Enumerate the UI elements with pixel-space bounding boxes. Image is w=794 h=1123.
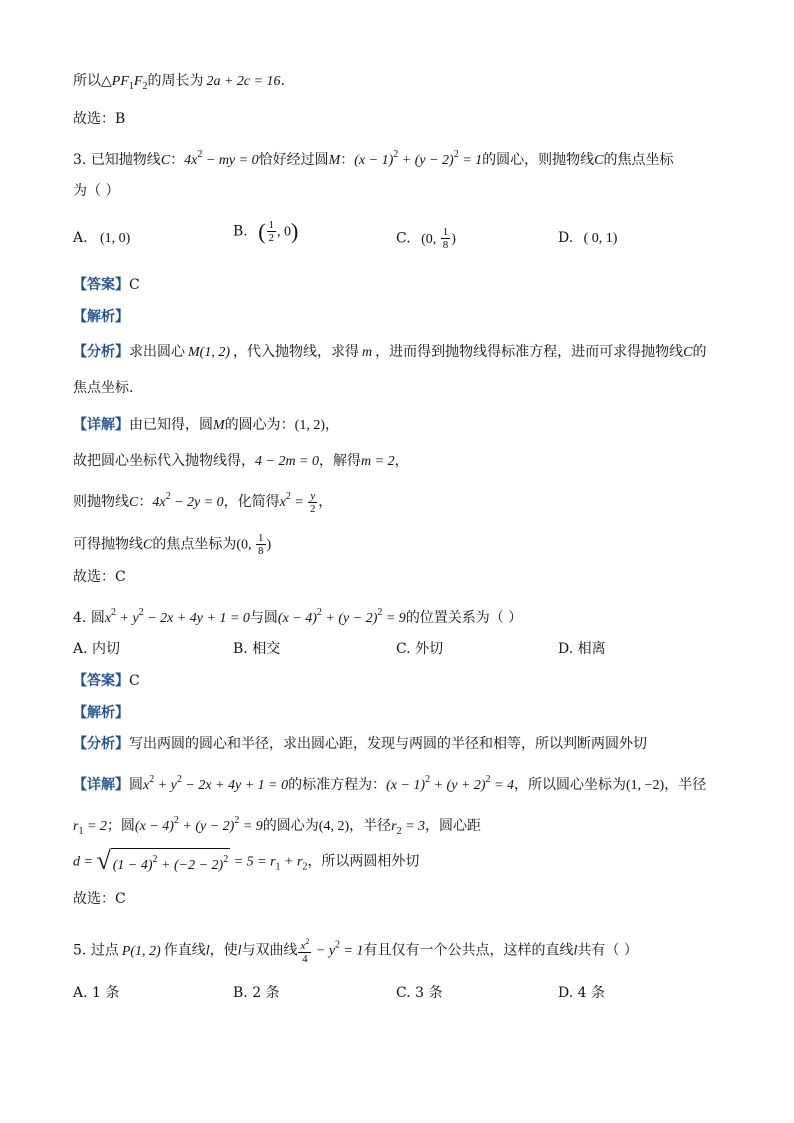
math: (0, xyxy=(421,231,440,247)
math: x xyxy=(279,495,286,510)
q4-option-b: B. 相交 xyxy=(233,641,281,657)
text: 写出两圆的圆心和半径，求出圆心距，发现与两圆的半径和相等，所以判断两圆外切 xyxy=(129,736,647,752)
math-sup: 2 xyxy=(316,607,322,618)
math: x xyxy=(143,778,150,793)
q4-option-a: A. 内切 xyxy=(73,641,121,657)
math: = 5 = r xyxy=(230,854,276,870)
answer-value: C xyxy=(129,673,140,689)
text: . xyxy=(280,73,286,89)
math-sub: 2 xyxy=(396,826,402,837)
math-sup: 2 xyxy=(305,937,310,946)
text: 的焦点坐标 xyxy=(603,152,674,168)
math: (x − 4) xyxy=(277,611,317,626)
text: 圆 xyxy=(90,610,105,626)
math: M xyxy=(328,153,341,168)
text: ，化简得 xyxy=(223,494,280,510)
text: ， xyxy=(394,453,409,469)
fraction xyxy=(267,219,277,244)
math-sup: 2 xyxy=(234,815,240,826)
math-sup: 2 xyxy=(173,815,179,826)
math: + r xyxy=(280,854,303,870)
math: (0, xyxy=(236,537,256,553)
math-sub: 2 xyxy=(302,861,308,873)
q3-option-b xyxy=(233,219,298,244)
math: M(1, 2) xyxy=(188,345,230,360)
text: ，半径 xyxy=(664,777,707,793)
math: (1, −2) xyxy=(626,778,665,793)
analysis-tag: 【分析】 xyxy=(73,344,129,360)
q-number: 3. xyxy=(73,152,87,168)
text: 与圆 xyxy=(249,610,278,626)
text: 的圆心为： xyxy=(224,417,295,433)
triangle-symbol: △ xyxy=(101,73,112,89)
text: ： xyxy=(340,152,355,168)
math: x xyxy=(104,611,112,626)
math: = 3 xyxy=(401,819,426,834)
math-sup: 2 xyxy=(453,149,459,160)
text: ，圆心距 xyxy=(425,818,482,834)
fraction xyxy=(298,936,311,965)
q3-option-a xyxy=(73,229,130,248)
q5-option-c: C. 3 条 xyxy=(396,985,443,1001)
q5-option-d: D. 4 条 xyxy=(558,985,605,1001)
math: 4x xyxy=(152,495,166,510)
q3-detail xyxy=(73,416,339,435)
math: + (−2 − 2) xyxy=(157,858,224,873)
denominator: 8 xyxy=(442,239,449,251)
math-sup: 2 xyxy=(377,607,383,618)
math: C xyxy=(143,537,153,553)
math: = xyxy=(290,495,308,510)
selection-b: 故选：B xyxy=(73,111,126,127)
math-sub: 1 xyxy=(78,826,84,837)
q4-option-c: C. 外切 xyxy=(396,641,444,657)
text: 圆 xyxy=(129,777,143,793)
math: l xyxy=(205,943,210,959)
math: (x − 4) xyxy=(134,819,174,834)
text: ： xyxy=(170,152,185,168)
text: ，代入抛物线，求得 xyxy=(233,344,359,360)
denominator: 8 xyxy=(258,545,264,557)
option-letter: D. xyxy=(558,230,574,246)
sqrt-body xyxy=(111,848,230,875)
math: (1, 0) xyxy=(100,231,131,246)
paren-close: ) xyxy=(291,218,299,244)
sqrt-icon: √ xyxy=(96,846,111,875)
line-perimeter xyxy=(73,72,285,96)
q5-stem xyxy=(73,936,638,965)
math: = 2 xyxy=(83,819,107,834)
math-sup: 2 xyxy=(197,149,203,160)
fraction xyxy=(308,490,317,515)
math: C xyxy=(160,153,171,168)
math: m xyxy=(362,345,373,360)
math-sup: 2 xyxy=(425,774,431,785)
option-letter: B. xyxy=(233,223,248,240)
math: l xyxy=(573,943,578,959)
denominator: 2 xyxy=(268,232,275,244)
math-sup: 2 xyxy=(335,939,341,951)
text: 故把圆心坐标代入抛物线得， xyxy=(73,453,255,469)
text: 的焦点坐标为 xyxy=(152,536,237,553)
math: d = xyxy=(73,854,97,870)
answer-tag: 【答案】 xyxy=(73,277,129,293)
text: 所以 xyxy=(73,73,101,89)
math: l xyxy=(237,943,242,959)
text: 过点 xyxy=(90,942,119,959)
text: 则抛物线 xyxy=(73,494,129,510)
math-sup: 2 xyxy=(285,491,291,502)
sqrt xyxy=(96,848,230,875)
q4-analysis xyxy=(73,735,647,753)
text: 可得抛物线 xyxy=(73,536,143,553)
fraction xyxy=(441,226,451,251)
q5-option-a: A. 1 条 xyxy=(73,985,120,1001)
math: = 9 xyxy=(382,611,406,626)
detail-tag: 【详解】 xyxy=(73,417,129,433)
math-sub: 2 xyxy=(142,81,148,92)
q3-stem-line2: 为（ ） xyxy=(73,183,120,199)
q5-option-b: B. 2 条 xyxy=(233,985,280,1001)
text: ， xyxy=(318,494,333,510)
math: PF xyxy=(111,74,129,89)
text: 已知抛物线 xyxy=(90,152,161,168)
text: ，半径 xyxy=(349,818,392,834)
q3-step2 xyxy=(73,488,332,515)
math: C xyxy=(129,495,139,510)
explain-tag: 【解析】 xyxy=(73,705,129,721)
math-sup: 2 xyxy=(149,774,155,785)
text: 由已知得，圆 xyxy=(129,417,213,433)
q3-explain-tag xyxy=(73,308,129,326)
math: + y xyxy=(116,611,139,626)
paren-open: ( xyxy=(258,218,266,244)
q3-stem xyxy=(73,146,674,170)
text: 求出圆心 xyxy=(129,344,185,360)
option-letter: C. xyxy=(396,230,411,247)
q3-step1 xyxy=(73,452,409,471)
math: + y xyxy=(154,778,177,793)
math: (x − 1) xyxy=(354,153,394,168)
math: + (y + 2) xyxy=(430,778,486,793)
q4-explain-tag xyxy=(73,704,129,722)
answer-value: C xyxy=(129,277,140,293)
denominator: 2 xyxy=(310,502,316,515)
q3-answer xyxy=(73,276,140,294)
math: (x − 1) xyxy=(386,778,426,793)
q4-selection: 故选：C xyxy=(73,891,126,907)
math: ) xyxy=(266,537,272,553)
math-sup: 2 xyxy=(152,854,158,865)
text: 有且仅有一个公共点，这样的直线 xyxy=(363,942,574,959)
math: − my = 0 xyxy=(202,153,259,168)
math: m = 2 xyxy=(361,454,395,469)
q4-option-d: D. 相离 xyxy=(558,641,606,657)
denominator: 4 xyxy=(302,953,308,965)
text: ，进而得到抛物线得标准方程，进而可求得抛物线 xyxy=(375,344,684,360)
numerator: 1 xyxy=(268,219,275,231)
text: 作直线 xyxy=(163,942,206,959)
q3-step3 xyxy=(73,532,271,557)
math: − y xyxy=(312,943,336,959)
math: − 2y = 0 xyxy=(170,495,224,510)
numerator: 1 xyxy=(442,226,449,238)
text: 与双曲线 xyxy=(241,942,298,959)
math-sup: 2 xyxy=(485,774,491,785)
q4-distance-line xyxy=(73,848,419,877)
math: , 0 xyxy=(277,224,292,240)
math: M xyxy=(213,418,225,433)
q4-stem xyxy=(73,604,522,628)
text: ；圆 xyxy=(106,818,135,834)
math: r xyxy=(391,819,397,834)
answer-tag: 【答案】 xyxy=(73,673,129,689)
text: ，使 xyxy=(209,942,238,959)
math: C xyxy=(594,153,604,168)
q3-analysis-line2: 焦点坐标. xyxy=(73,380,134,396)
math: F xyxy=(133,74,143,89)
math-sup: 2 xyxy=(138,607,144,618)
math-sup: 2 xyxy=(176,774,182,785)
math-sup: 2 xyxy=(223,854,229,865)
math-sup: 2 xyxy=(165,491,171,502)
fraction xyxy=(256,532,266,557)
math-sup: 2 xyxy=(111,607,117,618)
q3-option-d xyxy=(558,229,617,248)
q3-analysis xyxy=(73,343,706,362)
math: ( 0, 1) xyxy=(583,231,618,246)
q3-option-c xyxy=(396,226,456,251)
text: ： xyxy=(138,494,153,510)
numerator: y xyxy=(310,489,316,502)
math: + (y − 2) xyxy=(178,819,235,834)
option-letter: A. xyxy=(73,230,88,246)
math: = 9 xyxy=(239,819,263,834)
q4-detail xyxy=(73,771,706,795)
math: C xyxy=(683,345,693,360)
math: P(1, 2) xyxy=(121,943,161,959)
text: ， xyxy=(325,417,339,433)
math: 4x xyxy=(184,153,198,168)
math: + (y − 2) xyxy=(321,611,378,626)
math: 2a + 2c = 16 xyxy=(206,74,281,89)
numerator: x xyxy=(300,940,306,952)
text: 共有（ ） xyxy=(577,942,638,959)
numerator: 1 xyxy=(258,532,264,544)
q4-radius-line xyxy=(73,812,481,841)
text: 的圆心，则抛物线 xyxy=(482,152,595,168)
math: r xyxy=(73,819,79,834)
math: = 4 xyxy=(490,778,514,793)
math: ) xyxy=(451,231,456,247)
math: − 2x + 4y + 1 = 0 xyxy=(181,778,289,793)
q-number: 4. xyxy=(73,610,87,626)
detail-tag: 【详解】 xyxy=(73,777,129,793)
text: 的 xyxy=(692,344,707,360)
math: = 1 xyxy=(458,153,483,168)
text: ，解得 xyxy=(319,453,362,469)
text: 的位置关系为（ ） xyxy=(405,610,523,626)
text: ，所以圆心坐标为 xyxy=(514,777,626,793)
q-number: 5. xyxy=(73,942,87,959)
q4-answer xyxy=(73,672,140,690)
math: = 1 xyxy=(340,943,364,959)
math: (4, 2) xyxy=(318,819,350,834)
math: + (y − 2) xyxy=(398,153,454,168)
math-sub: 1 xyxy=(128,81,134,92)
math: 4 − 2m = 0 xyxy=(255,454,320,469)
math-sup: 2 xyxy=(393,149,399,160)
text: 的标准方程为： xyxy=(288,777,387,793)
analysis-tag: 【分析】 xyxy=(73,736,129,752)
text: 的周长为 xyxy=(147,73,204,89)
text: ，所以两圆相外切 xyxy=(307,853,420,870)
q3-selection: 故选：C xyxy=(73,569,126,585)
math: − 2x + 4y + 1 = 0 xyxy=(143,611,250,626)
math: (1 − 4) xyxy=(112,858,153,873)
math: (1, 2) xyxy=(294,418,325,433)
math-sub: 1 xyxy=(275,861,281,873)
explain-tag: 【解析】 xyxy=(73,309,129,325)
text: 的圆心为 xyxy=(262,818,319,834)
text: 恰好经过圆 xyxy=(258,152,329,168)
